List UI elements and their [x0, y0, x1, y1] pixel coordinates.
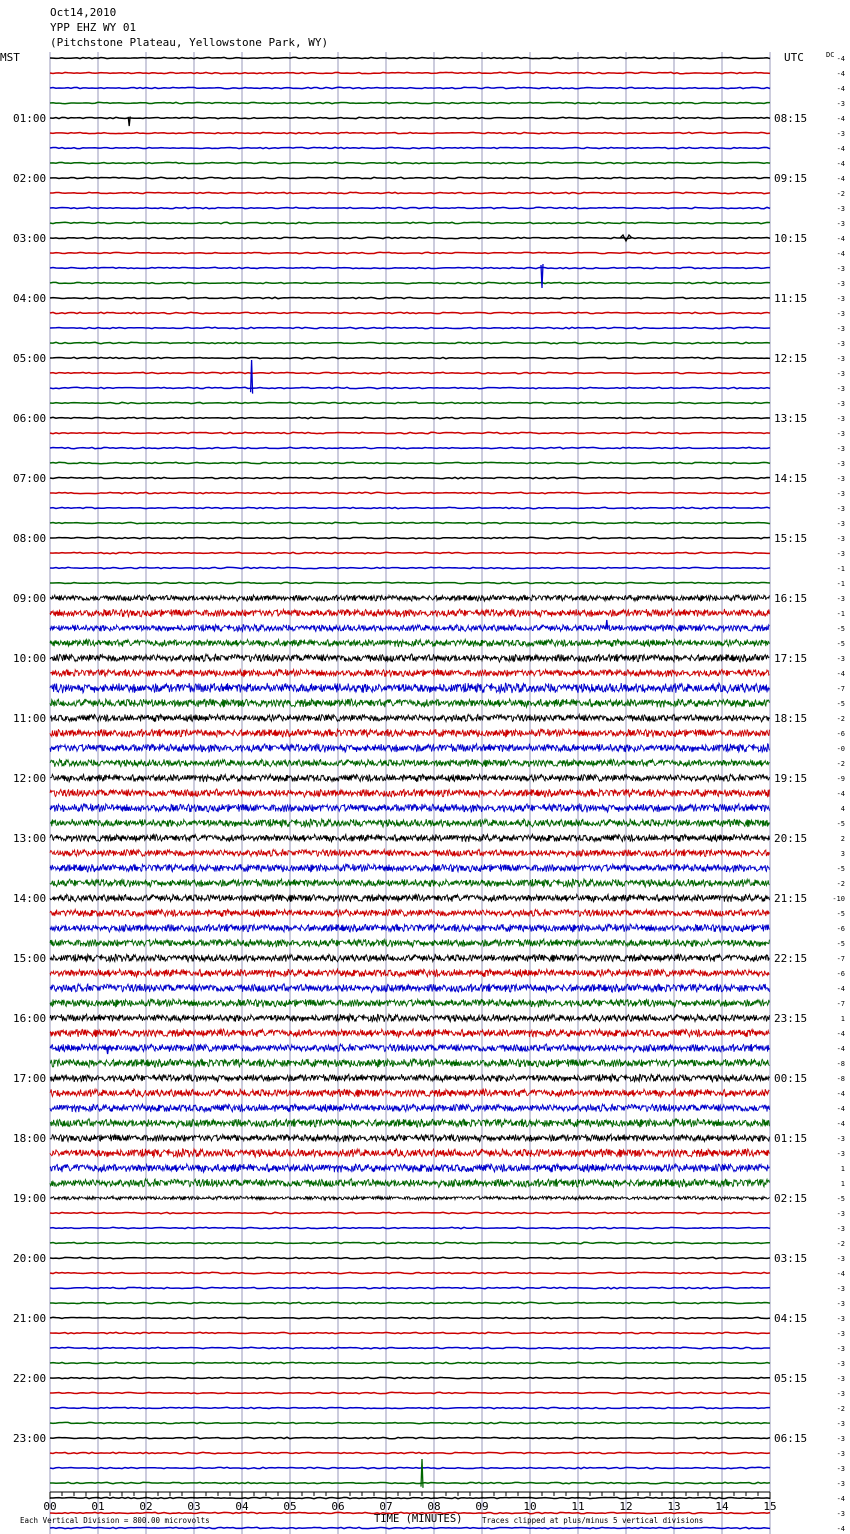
trace-line: [50, 909, 769, 917]
dc-offset-label: -3: [836, 310, 845, 318]
mst-hour-label: 07:00: [13, 472, 47, 485]
scale-note: Each Vertical Division = 800.00 microvolts: [20, 1516, 210, 1525]
x-axis-title: TIME (MINUTES): [374, 1513, 463, 1525]
header-location: (Pitchstone Plateau, Yellowstone Park, WY): [50, 36, 329, 49]
dc-offset-label: -3: [836, 280, 845, 288]
dc-offset-label: -5: [836, 865, 845, 873]
x-axis: [43, 1492, 776, 1513]
trace-line: [50, 1452, 770, 1453]
trace-line: [50, 312, 770, 313]
dc-offset-label: -4: [836, 70, 845, 78]
trace-line: [50, 683, 769, 693]
x-tick-label: 04: [235, 1500, 249, 1513]
trace-line: [50, 387, 770, 388]
mst-hour-label: 02:00: [13, 172, 47, 185]
seismic-traces: [50, 57, 770, 1534]
trace-line: [50, 1332, 770, 1334]
mst-hour-label: 12:00: [13, 772, 47, 785]
trace-line: [50, 984, 769, 993]
trace-line: [50, 1104, 769, 1112]
dc-offset-label: -5: [836, 910, 845, 918]
trace-line: [50, 192, 770, 193]
dc-offset-label: -5: [836, 940, 845, 948]
utc-hour-label: 00:15: [774, 1072, 808, 1085]
mst-hour-label: 13:00: [13, 832, 47, 845]
trace-line: [50, 1467, 770, 1468]
mst-hour-label: 10:00: [13, 652, 47, 665]
trace-line: [50, 102, 770, 103]
dc-offset-label: -3: [836, 1135, 845, 1143]
trace-line: [50, 207, 770, 208]
dc-offset-label: -8: [836, 1075, 845, 1083]
trace-line: [50, 1212, 770, 1213]
mst-hour-label: 08:00: [13, 532, 47, 545]
trace-line: [50, 1164, 769, 1173]
utc-hour-label: 05:15: [774, 1372, 808, 1385]
x-tick-label: 02: [139, 1500, 153, 1513]
left-axis-label: MST: [0, 51, 20, 64]
x-tick-label: 10: [523, 1500, 537, 1513]
dc-offset-label: -4: [836, 1270, 845, 1278]
dc-offset-label: -3: [836, 1285, 845, 1293]
dc-offset-label: -3: [836, 1450, 845, 1458]
dc-offset-label: -7: [836, 955, 845, 963]
clip-note: Traces clipped at plus/minus 5 vertical divisions: [482, 1516, 704, 1525]
trace-line: [50, 552, 770, 554]
dc-offset-label: -3: [836, 1330, 845, 1338]
dc-offset-label: -6: [836, 730, 845, 738]
dc-offset-label: -6: [836, 925, 845, 933]
trace-line: [50, 789, 769, 797]
trace-line: [50, 1347, 770, 1348]
dc-offset-label: -1: [836, 580, 845, 588]
x-tick-label: 03: [187, 1500, 201, 1513]
trace-line: [50, 432, 770, 433]
trace-line: [50, 87, 770, 88]
dc-offset-label: -4: [836, 145, 845, 153]
trace-line: [50, 639, 769, 647]
trace-line: [50, 147, 770, 148]
trace-line: [50, 864, 769, 872]
trace-line: [50, 492, 770, 493]
trace-line: [50, 954, 769, 962]
dc-offset-label: -3: [836, 535, 845, 543]
dc-offset-label: -3: [836, 385, 845, 393]
utc-hour-label: 12:15: [774, 352, 808, 365]
trace-line: [50, 699, 769, 708]
x-tick-label: 09: [475, 1500, 489, 1513]
trace-line: [50, 1257, 770, 1258]
dc-offset-label: -3: [836, 1375, 845, 1383]
utc-hour-label: 22:15: [774, 952, 808, 965]
trace-line: [50, 729, 769, 737]
trace-line: [50, 267, 770, 268]
mst-hour-label: 09:00: [13, 592, 47, 605]
header-station: YPP EHZ WY 01: [50, 21, 137, 34]
dc-offset-label: -4: [836, 175, 845, 183]
trace-line: [50, 1302, 770, 1303]
dc-offset-label: -7: [836, 1000, 845, 1008]
utc-hour-label: 08:15: [774, 112, 808, 125]
right-axis-label: UTC: [784, 51, 804, 64]
utc-hour-label: 20:15: [774, 832, 808, 845]
trace-line: [50, 57, 770, 58]
dc-offset-label: -3: [836, 1420, 845, 1428]
trace-line: [50, 1422, 770, 1423]
mst-hour-label: 04:00: [13, 292, 47, 305]
dc-offset-label: -2: [836, 1240, 845, 1248]
dc-offset-label: -4: [836, 985, 845, 993]
dc-offset-label: -3: [836, 1360, 845, 1368]
trace-line: [50, 1287, 770, 1288]
trace-line: [50, 1044, 769, 1052]
trace-line: [50, 447, 770, 448]
x-tick-label: 08: [427, 1500, 441, 1513]
trace-line: [50, 1149, 769, 1158]
dc-offset-label: -4: [836, 235, 845, 243]
x-tick-label: 07: [379, 1500, 393, 1513]
trace-line: [50, 1482, 770, 1484]
dc-offset-label: -4: [836, 670, 845, 678]
dc-offset-label: -3: [836, 100, 845, 108]
dc-offset-label: -1: [836, 610, 845, 618]
dc-offset-label: -8: [836, 1060, 845, 1068]
dc-offset-label: -2: [836, 880, 845, 888]
trace-line: [50, 462, 770, 464]
dc-offset-label: -4: [836, 1525, 845, 1533]
dc-label: DC: [826, 51, 835, 59]
x-tick-label: 06: [331, 1500, 345, 1513]
dc-offset-label: 4: [840, 805, 845, 813]
dc-offset-label: -3: [836, 370, 845, 378]
utc-hour-label: 23:15: [774, 1012, 808, 1025]
dc-offset-label: -2: [836, 715, 845, 723]
utc-hour-label: 16:15: [774, 592, 808, 605]
dc-offset-label: -2: [836, 760, 845, 768]
x-tick-label: 15: [763, 1500, 777, 1513]
utc-hour-label: 15:15: [774, 532, 808, 545]
trace-line: [50, 595, 769, 601]
utc-hour-label: 06:15: [774, 1432, 808, 1445]
trace-line: [50, 1392, 770, 1393]
dc-offset-label: -2: [836, 1405, 845, 1413]
trace-line: [50, 654, 769, 662]
dc-offset-label: -5: [836, 640, 845, 648]
trace-line: [50, 669, 769, 676]
dc-offset-label: -3: [836, 205, 845, 213]
utc-hour-label: 19:15: [774, 772, 808, 785]
dc-offset-label: -5: [836, 700, 845, 708]
dc-offset-label: -3: [836, 655, 845, 663]
trace-line: [50, 1059, 769, 1068]
trace-line: [50, 417, 770, 418]
dc-offset-label: -3: [836, 295, 845, 303]
dc-offset-label: -3: [836, 1315, 845, 1323]
dc-offset-label: -5: [836, 625, 845, 633]
trace-line: [50, 1014, 769, 1022]
dc-offset-label: -3: [836, 1510, 845, 1518]
dc-offset-label: -3: [836, 1435, 845, 1443]
trace-line: [50, 477, 770, 478]
dc-offset-label: -4: [836, 1120, 845, 1128]
trace-line: [50, 609, 769, 617]
utc-hour-label: 02:15: [774, 1192, 808, 1205]
dc-offset-label: -3: [836, 1210, 845, 1218]
utc-hour-label: 13:15: [774, 412, 808, 425]
dc-offset-label: 1: [840, 1180, 845, 1188]
x-tick-label: 12: [619, 1500, 633, 1513]
x-tick-label: 14: [715, 1500, 729, 1513]
mst-hour-label: 01:00: [13, 112, 47, 125]
dc-offset-label: -3: [836, 1150, 845, 1158]
dc-offset-label: -4: [836, 1495, 845, 1503]
trace-line: [50, 1497, 770, 1498]
mst-hour-label: 17:00: [13, 1072, 47, 1085]
dc-offset-label: -3: [836, 1225, 845, 1233]
trace-line: [50, 939, 769, 947]
dc-offset-label: -3: [836, 340, 845, 348]
utc-hour-label: 03:15: [774, 1252, 808, 1265]
dc-offset-label: -7: [836, 685, 845, 693]
trace-line: [50, 924, 769, 932]
dc-offset-label: -3: [836, 130, 845, 138]
trace-line: [50, 537, 770, 538]
trace-line: [50, 1134, 769, 1142]
trace-line: [50, 1029, 769, 1037]
dc-offset-label: -3: [836, 430, 845, 438]
trace-line: [50, 969, 769, 977]
dc-offset-label: -3: [836, 1465, 845, 1473]
trace-line: [50, 372, 770, 373]
x-tick-label: 13: [667, 1500, 681, 1513]
dc-offset-label: -4: [836, 55, 845, 63]
x-tick-label: 01: [91, 1500, 105, 1513]
dc-offset-label: -4: [836, 250, 845, 258]
dc-offset-label: -3: [836, 265, 845, 273]
utc-hour-label: 09:15: [774, 172, 808, 185]
dc-offset-label: -0: [836, 745, 845, 753]
utc-hour-label: 01:15: [774, 1132, 808, 1145]
dc-offset-label: -3: [836, 1480, 845, 1488]
trace-line: [50, 1179, 769, 1188]
trace-line: [50, 879, 769, 887]
trace-line: [50, 132, 770, 133]
trace-line: [50, 1074, 769, 1082]
dc-offset-label: -3: [836, 505, 845, 513]
dc-offset-label: -3: [836, 325, 845, 333]
trace-line: [50, 1089, 769, 1097]
trace-line: [50, 357, 770, 358]
dc-offset-label: -3: [836, 355, 845, 363]
trace-line: [50, 834, 769, 842]
dc-offset-label: -2: [836, 190, 845, 198]
utc-hour-label: 14:15: [774, 472, 808, 485]
trace-line: [50, 1196, 769, 1200]
mst-hour-label: 16:00: [13, 1012, 47, 1025]
dc-offset-label: -3: [836, 1345, 845, 1353]
utc-hour-label: 17:15: [774, 652, 808, 665]
dc-offset-label: -3: [836, 415, 845, 423]
trace-line: [50, 1407, 770, 1408]
dc-offset-label: -5: [836, 1195, 845, 1203]
trace-line: [50, 1317, 770, 1318]
trace-line: [50, 177, 770, 178]
trace-line: [50, 774, 769, 782]
dc-offset-label: -6: [836, 970, 845, 978]
trace-line: [50, 804, 769, 813]
dc-offset-label: -4: [836, 1105, 845, 1113]
dc-offset-label: -3: [836, 400, 845, 408]
dc-offset-label: -3: [836, 595, 845, 603]
dc-offset-label: -4: [836, 85, 845, 93]
dc-offset-label: 3: [840, 850, 845, 858]
mst-hour-label: 03:00: [13, 232, 47, 245]
dc-offset-label: -3: [836, 520, 845, 528]
x-tick-label: 11: [571, 1500, 585, 1513]
trace-line: [50, 252, 770, 253]
trace-line: [50, 624, 769, 631]
mst-hour-label: 22:00: [13, 1372, 47, 1385]
dc-offset-label: -3: [836, 445, 845, 453]
trace-line: [50, 999, 769, 1007]
x-tick-label: 05: [283, 1500, 297, 1513]
dc-offset-label: 1: [840, 1165, 845, 1173]
header-date: Oct14,2010: [50, 6, 117, 19]
mst-hour-label: 23:00: [13, 1432, 47, 1445]
trace-line: [50, 759, 769, 767]
trace-line: [50, 222, 770, 223]
mst-hour-label: 20:00: [13, 1252, 47, 1265]
dc-offset-label: -4: [836, 1045, 845, 1053]
dc-offset-label: -3: [836, 1255, 845, 1263]
dc-offset-label: 1: [840, 1015, 845, 1023]
trace-line: [50, 237, 770, 238]
dc-offset-label: -3: [836, 550, 845, 558]
utc-hour-label: 21:15: [774, 892, 808, 905]
mst-hour-label: 18:00: [13, 1132, 47, 1145]
trace-line: [50, 1272, 770, 1274]
event-spike: [606, 620, 608, 630]
dc-offset-label: -1: [836, 565, 845, 573]
trace-line: [50, 744, 769, 753]
utc-hour-label: 18:15: [774, 712, 808, 725]
trace-line: [50, 1527, 770, 1528]
trace-line: [50, 402, 770, 403]
trace-line: [50, 1377, 770, 1378]
dc-offset-label: -3: [836, 1390, 845, 1398]
trace-line: [50, 582, 770, 583]
dc-offset-label: -3: [836, 1300, 845, 1308]
dc-offset-label: -9: [836, 775, 845, 783]
trace-line: [50, 297, 770, 298]
trace-line: [50, 327, 770, 328]
trace-line: [50, 507, 770, 508]
mst-hour-label: 14:00: [13, 892, 47, 905]
mst-hour-label: 06:00: [13, 412, 47, 425]
trace-line: [50, 1227, 770, 1228]
trace-line: [50, 1437, 770, 1438]
utc-hour-label: 11:15: [774, 292, 808, 305]
dc-offset-label: -4: [836, 790, 845, 798]
dc-offset-label: -10: [832, 895, 845, 903]
trace-line: [50, 1119, 769, 1128]
trace-line: [50, 1362, 770, 1364]
dc-offset-label: -3: [836, 220, 845, 228]
trace-line: [50, 849, 769, 857]
trace-line: [50, 714, 769, 722]
mst-hour-label: 21:00: [13, 1312, 47, 1325]
trace-line: [50, 282, 770, 283]
dc-offset-label: -3: [836, 475, 845, 483]
trace-line: [50, 522, 770, 524]
mst-hour-label: 19:00: [13, 1192, 47, 1205]
mst-hour-label: 05:00: [13, 352, 47, 365]
utc-hour-label: 04:15: [774, 1312, 808, 1325]
trace-line: [50, 819, 769, 827]
trace-line: [50, 1242, 770, 1243]
x-tick-label: 00: [43, 1500, 57, 1513]
mst-hour-label: 15:00: [13, 952, 47, 965]
trace-line: [50, 117, 770, 118]
trace-line: [50, 567, 770, 568]
dc-offset-label: -5: [836, 820, 845, 828]
trace-line: [50, 72, 770, 74]
trace-line: [50, 342, 770, 344]
utc-hour-label: 10:15: [774, 232, 808, 245]
dc-offset-label: 2: [840, 835, 845, 843]
mst-hour-label: 11:00: [13, 712, 47, 725]
trace-line: [50, 162, 770, 163]
dc-offset-label: -4: [836, 160, 845, 168]
dc-offset-label: -3: [836, 460, 845, 468]
dc-offset-label: -4: [836, 1090, 845, 1098]
dc-offset-label: -4: [836, 1030, 845, 1038]
dc-offset-label: -3: [836, 490, 845, 498]
dc-offset-label: -4: [836, 115, 845, 123]
trace-line: [50, 894, 769, 902]
